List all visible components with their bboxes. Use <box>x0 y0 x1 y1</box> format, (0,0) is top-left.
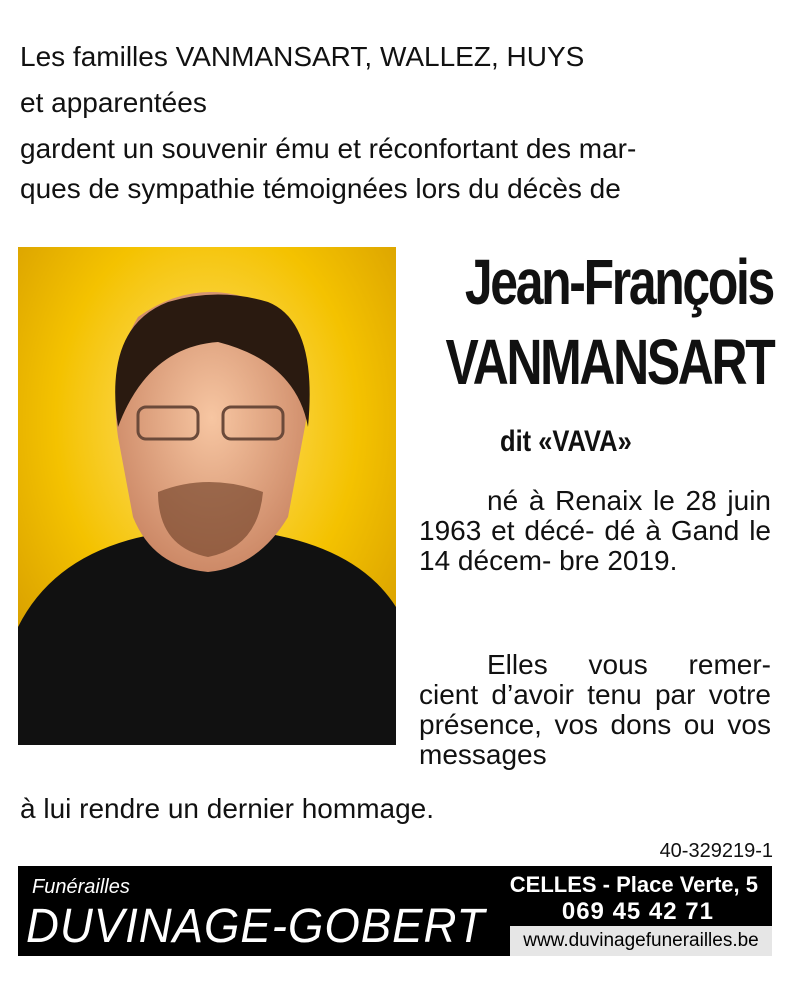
portrait-illustration <box>18 247 396 745</box>
intro-line-thanks-2: ques de sympathie témoignées lors du décès de <box>20 173 621 204</box>
intro-line-relatives: et apparentées <box>20 87 207 118</box>
funeral-home-label: Funérailles <box>32 876 130 898</box>
deceased-last-name: VANMANSART <box>445 326 773 398</box>
deceased-first-name: Jean-François <box>464 246 773 318</box>
birth-death-paragraph: né à Renaix le 28 juin 1963 et décé- dé à Gand le 14 décem- bre 2019. <box>419 485 771 576</box>
funeral-home-website[interactable]: www.duvinagefunerailles.be <box>510 926 772 956</box>
funeral-home-name: DUVINAGE-GOBERT <box>26 900 486 953</box>
portrait-photo <box>18 247 396 745</box>
thanks-paragraph: Elles vous remer- cient d’avoir tenu par votre présence, vos dons ou vos messages <box>419 649 771 770</box>
announcement-reference: 40-329219-1 <box>659 840 773 862</box>
funeral-home-banner <box>18 866 772 956</box>
intro-line-thanks-1: gardent un souvenir ému et réconfortant des mar- <box>20 133 637 164</box>
closing-line: à lui rendre un dernier hommage. <box>20 793 435 824</box>
intro-line-families: Les familles VANMANSART, WALLEZ, HUYS <box>20 41 585 72</box>
funeral-home-address: CELLES - Place Verte, 5 <box>509 872 758 897</box>
deceased-nickname: dit «VAVA» <box>500 425 632 458</box>
funeral-home-phone: 069 45 42 71 <box>561 898 714 925</box>
